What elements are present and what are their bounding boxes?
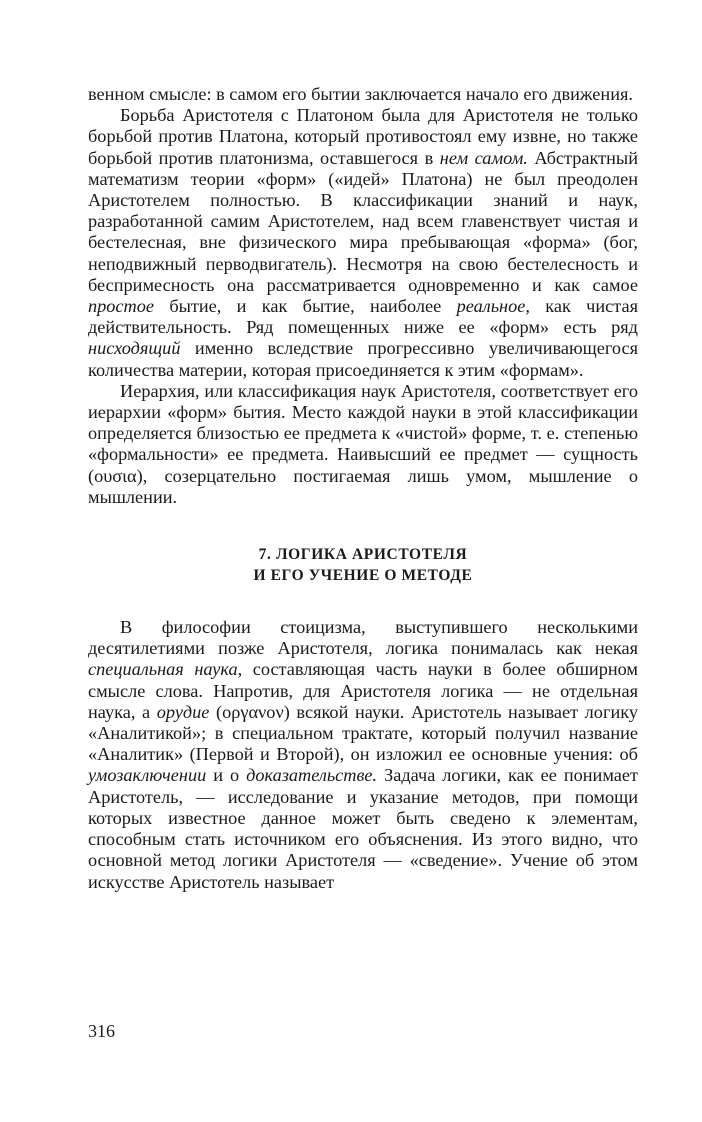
text-run: Борьба Аристотеля с Платоном была для Аристотеля не только борьбой против Платона, который противостоял ему извне, но также борьбой против платонизма, оставшегося в	[88, 105, 638, 168]
body-text-top	[88, 84, 638, 508]
page-number: 316	[88, 1021, 115, 1041]
paragraph	[88, 617, 638, 893]
paragraph	[88, 105, 638, 381]
italic-text: нисходящий	[88, 338, 181, 359]
section-heading	[88, 544, 638, 586]
text-run: Иерархия, или классификация наук Аристотеля, соответствует его иерархии «форм» бытия. Место каждой науки в этой классификации определяется близостью ее предмета к «чистой» форме, т. е. степенью «формальности» ее предмета. Наивысший ее предмет — сущность (ουσια), созерцательно постигаемая лишь умом, мышление о мышлении.	[88, 380, 638, 507]
text-run: именно вследствие прогрессивно увеличивающегося количества материи, которая присоединяется к этим «формам».	[88, 338, 638, 380]
italic-text: орудие	[156, 701, 210, 722]
section-heading-line-2: И ЕГО УЧЕНИЕ О МЕТОДЕ	[253, 567, 473, 585]
text-run: Абстрактный математизм теории «форм» («идей» Платона) не был преодолен Аристотелем полностью. В классификации знаний и наук, разработанной самим Аристотелем, над всем главенствует чистая и бестелесная, вне физического мира пребывающая «форма» (бог, неподвижный перводвигатель). Несмотря на свою бестелесность и беспримесность она рассматривается одновременно и как самое	[88, 147, 638, 295]
italic-text: реальное	[456, 296, 526, 317]
paragraph	[88, 381, 638, 508]
body-text-bottom	[88, 617, 638, 893]
text-run: бытие, и как бытие, наиболее	[154, 296, 457, 317]
book-page	[88, 84, 638, 893]
text-run: , как чистая действительность. Ряд помещенных ниже ее «форм» есть ряд	[88, 296, 639, 338]
italic-text: нем самом.	[439, 147, 528, 168]
italic-text: специальная наука	[88, 659, 238, 680]
paragraph	[88, 84, 638, 105]
text-run: и о	[206, 765, 247, 786]
text-run: Задача логики, как ее понимает Аристотель, — исследование и указание методов, при помощи которых известное данное может быть сведено к элементам, способным стать источником его объяснения. Из этого видно, что основной метод логики Аристотеля — «сведение». Учение об этом искусстве Аристотель называет	[88, 765, 638, 892]
italic-text: простое	[88, 296, 154, 317]
text-run: (οργανον) всякой науки. Аристотель называет логику «Аналитикой»; в специальном трактате, который получил название «Аналитик» (Первой и Второй), он изложил ее основные учения: об	[88, 701, 638, 765]
italic-text: доказательстве.	[246, 765, 378, 786]
text-run: , составляющая часть науки в более обширном смысле слова. Напротив, для Аристотеля логика — не отдельная наука, а	[88, 659, 638, 722]
text-run: В философии стоицизма, выступившего несколькими десятилетиями позже Аристотеля, логика понималась как некая	[88, 617, 638, 659]
section-heading-line-1: 7. ЛОГИКА АРИСТОТЕЛЯ	[258, 546, 468, 564]
text-run: венном смысле: в самом его бытии заключается начало его движения.	[88, 84, 633, 104]
italic-text: умозаключении	[88, 765, 207, 786]
